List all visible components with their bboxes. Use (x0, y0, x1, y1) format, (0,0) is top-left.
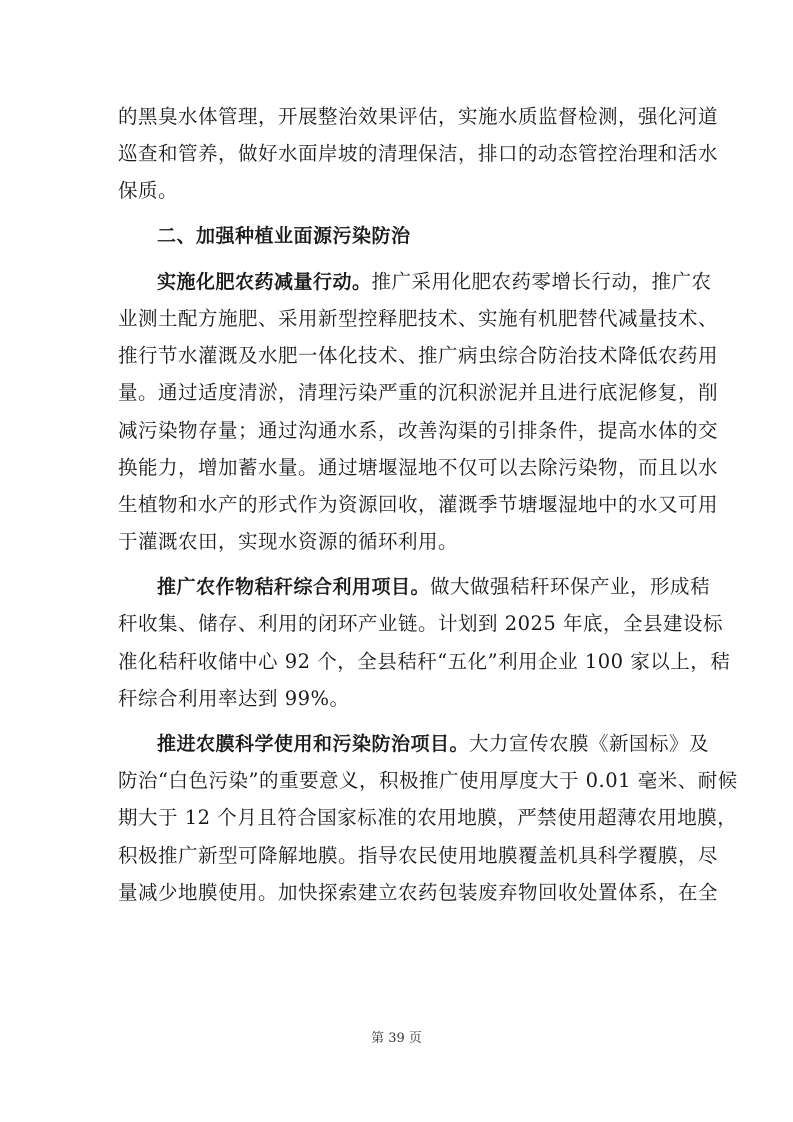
text-line: 业测土配方施肥、采用新型控释肥技术、实施有机肥替代减量技术、 (118, 306, 719, 330)
text-line: 秆收集、储存、利用的闭环产业链。计划到 2025 年底，全县建设标 (118, 612, 724, 636)
text-line: 推行节水灌溉及水肥一体化技术、推广病虫综合防治技术降低农药用 (118, 344, 719, 368)
text-line: 减污染物存量；通过沟通水系，改善沟渠的引排条件，提高水体的交 (118, 418, 719, 442)
body-text (118, 98, 738, 911)
paragraph-first-line (118, 263, 712, 300)
text-line: 期大于 12 个月且符合国家标准的农用地膜，严禁使用超薄农用地膜， (118, 806, 738, 830)
text-line: 换能力，增加蓄水量。通过塘堰湿地不仅可以去除污染物，而且以水 (118, 455, 719, 479)
text-line: 巡查和管养，做好水面岸坡的清理保洁，排口的动态管控治理和活水 (118, 142, 719, 166)
paragraph-text: 推广采用化肥农药零增长行动，推广农 (371, 269, 712, 293)
text-line: 量减少地膜使用。加快探索建立农药包装废弃物回收处置体系，在全 (118, 880, 719, 904)
paragraph-first-line (118, 568, 711, 605)
page-number: 第 39 页 (371, 1031, 422, 1046)
text-line: 秆综合利用率达到 99%。 (118, 686, 350, 710)
text-line: 防治“白色污染”的重要意义，积极推广使用厚度大于 0.01 毫米、耐候 (118, 769, 738, 793)
text-line: 准化秸秆收储中心 92 个，全县秸秆“五化”利用企业 100 家以上，秸 (118, 649, 731, 673)
text-line: 于灌溉农田，实现水资源的循环利用。 (118, 530, 459, 554)
text-line: 生植物和水产的形式作为资源回收，灌溉季节塘堰湿地中的水又可用 (118, 492, 719, 516)
text-line: 积极推广新型可降解地膜。指导农民使用地膜覆盖机具科学覆膜，尽 (118, 843, 719, 867)
text-line: 保质。 (118, 179, 179, 203)
section-heading: 二、加强种植业面源污染防治 (157, 224, 411, 247)
paragraph-lead: 推进农膜科学使用和污染防治项目。 (157, 733, 470, 755)
paragraph-first-line (118, 725, 710, 762)
paragraph-lead: 实施化肥农药减量行动。 (157, 270, 372, 293)
paragraph-lead: 推广农作物秸秆综合利用项目。 (157, 576, 431, 599)
paragraph-text: 做大做强秸秆环保产业，形成秸 (430, 575, 711, 599)
text-line: 的黑臭水体管理，开展整治效果评估，实施水质监督检测，强化河道 (118, 105, 719, 128)
paragraph-text: 大力宣传农膜《新国标》及 (469, 732, 710, 755)
text-line: 量。通过适度清淤，清理污染严重的沉积淤泥并且进行底泥修复，削 (118, 381, 719, 405)
